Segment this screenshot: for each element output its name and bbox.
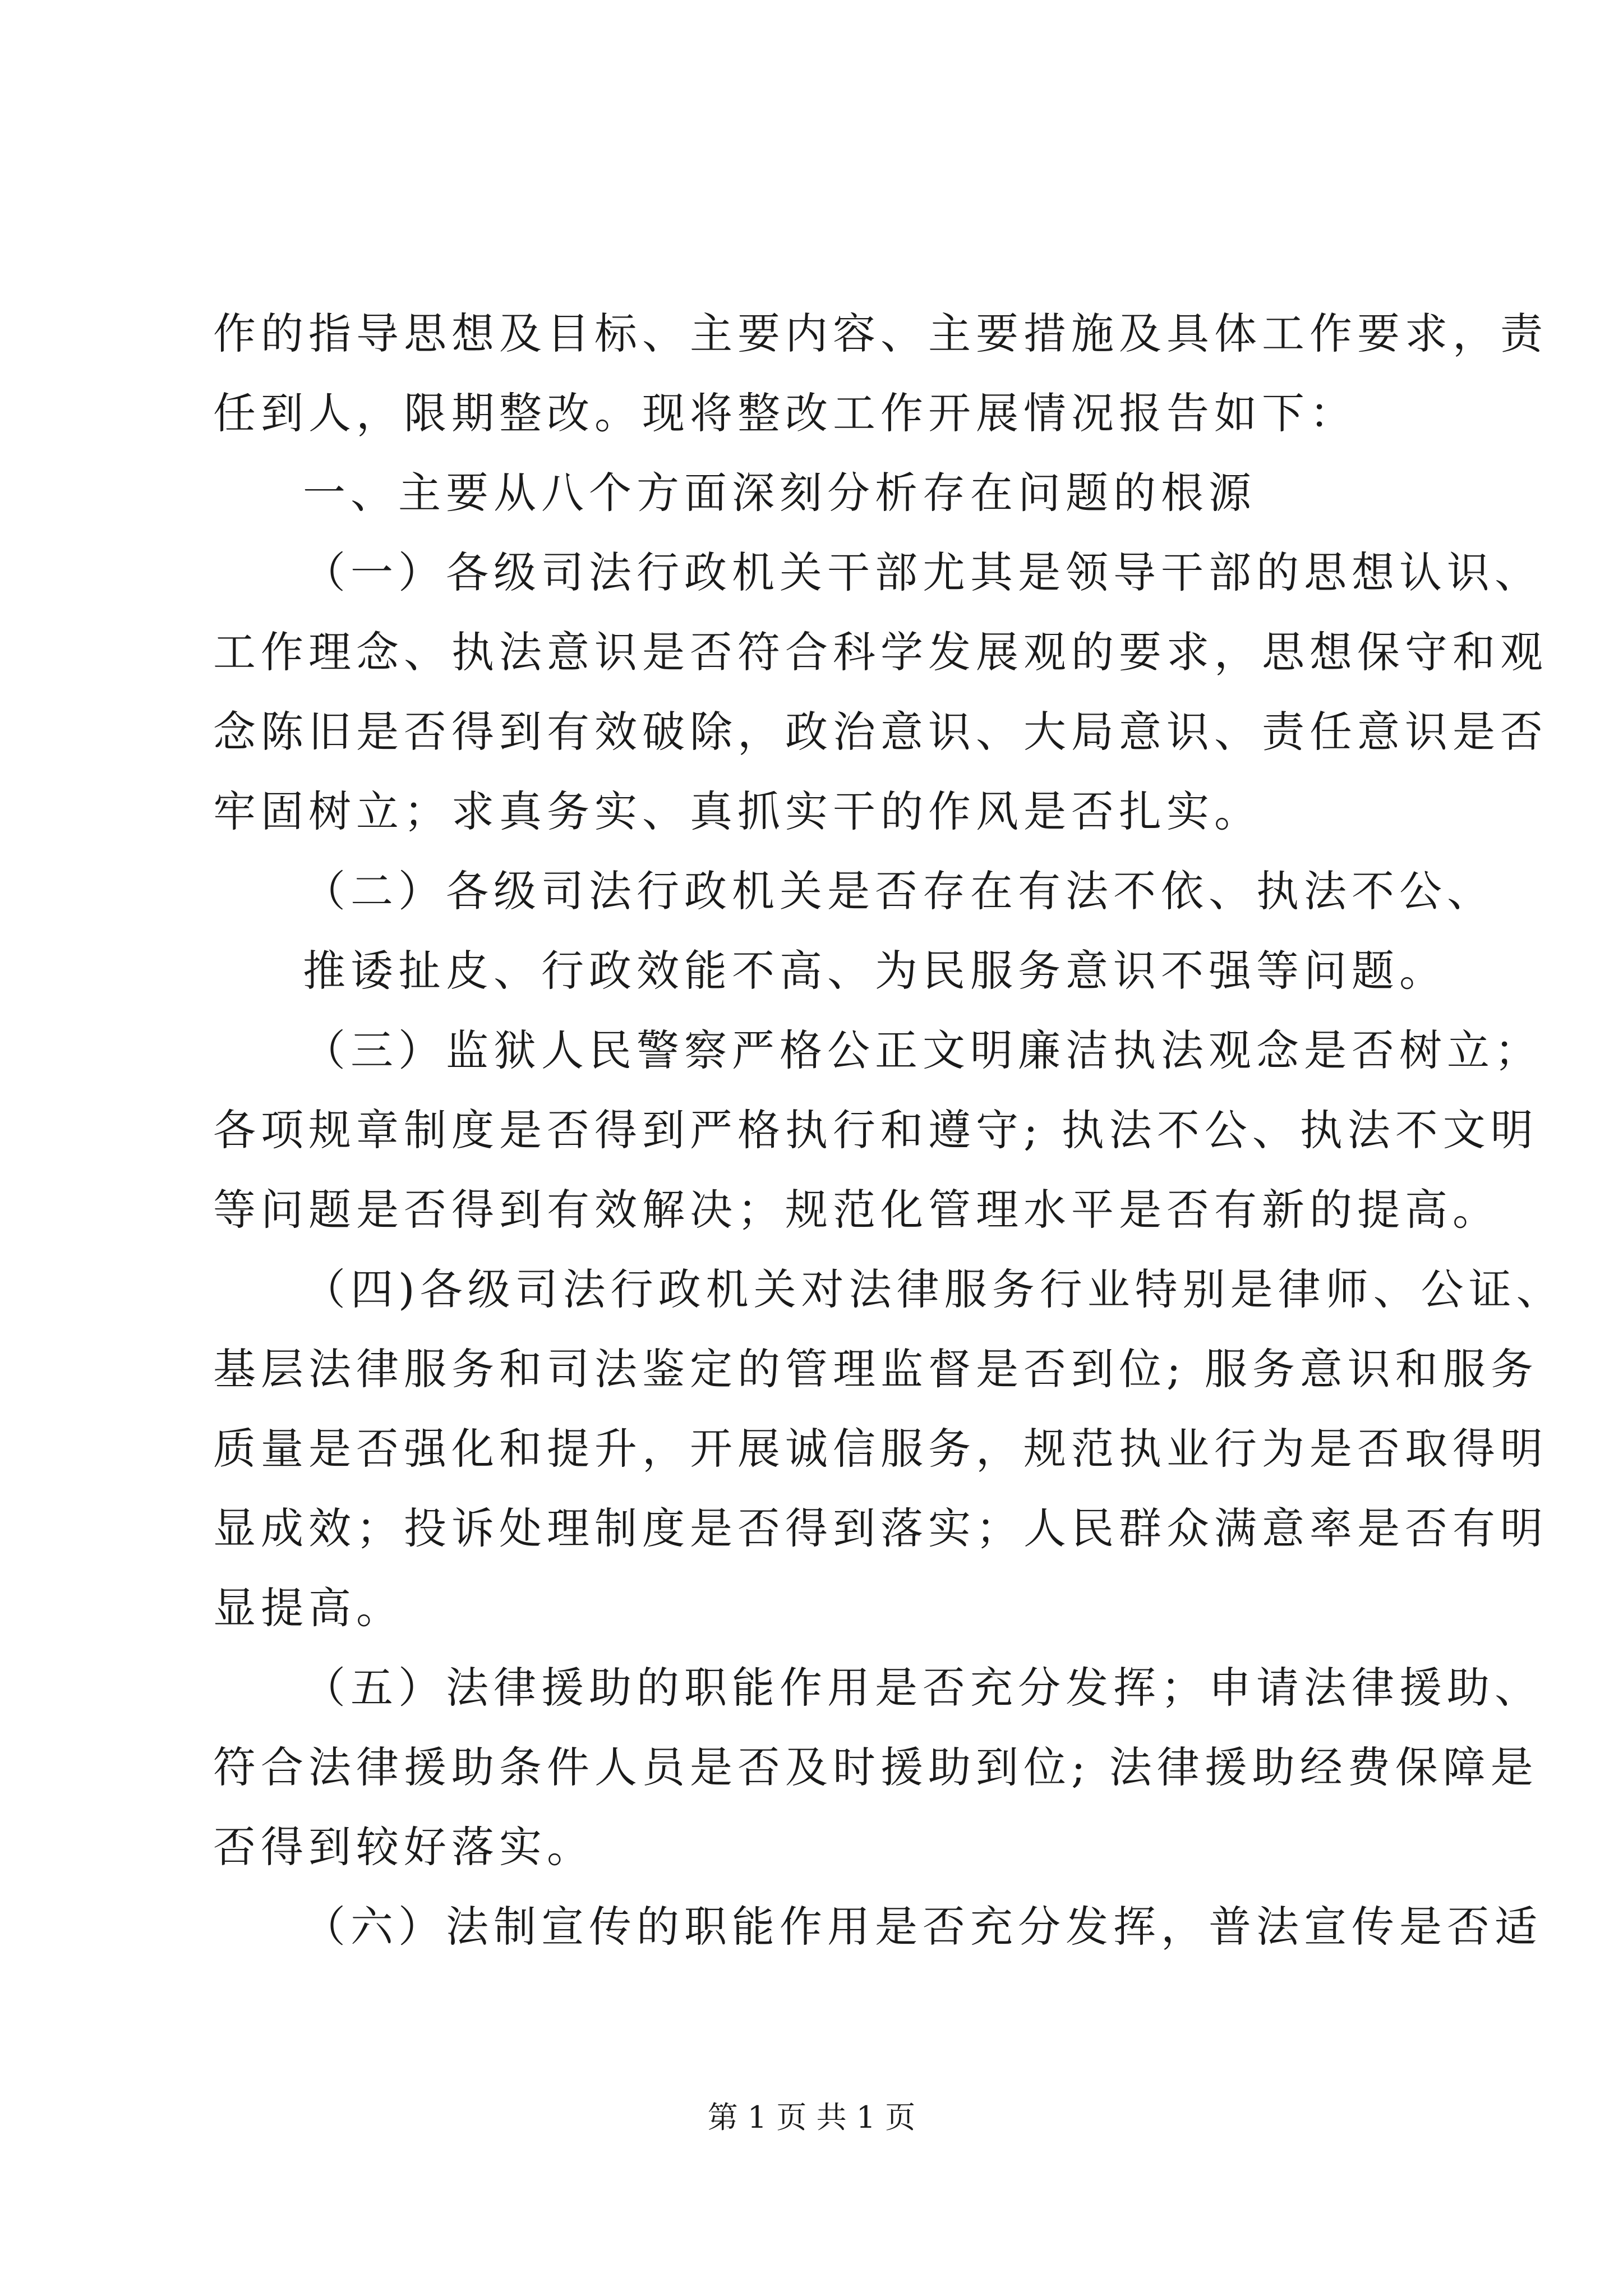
text-line: 作的指导思想及目标、主要内容、主要措施及具体工作要求，责: [213, 309, 1548, 358]
text-line: 显提高。: [213, 1583, 404, 1633]
text-line: 基层法律服务和司法鉴定的管理监督是否到位; 服务意识和服务: [213, 1344, 1538, 1394]
text-line: 推诿扯皮、行政效能不高、为民服务意识不强等问题。: [303, 946, 1447, 996]
text-line: 念陈旧是否得到有效破除，政治意识、大局意识、责任意识是否: [213, 707, 1548, 757]
page-footer: 第 1 页 共 1 页: [707, 2100, 916, 2135]
text-line: （四)各级司法行政机关对法律服务行业特别是律师、公证、: [303, 1264, 1564, 1314]
text-line: （一）各级司法行政机关干部尤其是领导干部的思想认识、: [303, 547, 1542, 597]
text-line: 各项规章制度是否得到严格执行和遵守; 执法不公、执法不文明: [213, 1105, 1538, 1155]
text-line: 否得到较好落实。: [213, 1822, 594, 1872]
text-line: 牢固树立；求真务实、真抓实干的作风是否扎实。: [213, 786, 1262, 836]
text-line: 工作理念、执法意识是否符合科学发展观的要求，思想保守和观: [213, 627, 1548, 677]
text-line: 显成效；投诉处理制度是否得到落实；人民群众满意率是否有明: [213, 1503, 1548, 1553]
text-line: 任到人，限期整改。现将整改工作开展情况报告如下：: [213, 388, 1357, 438]
text-line: （六）法制宣传的职能作用是否充分发挥，普法宣传是否适: [303, 1902, 1542, 1952]
text-line: （三）监狱人民警察严格公正文明廉洁执法观念是否树立；: [303, 1025, 1542, 1075]
section-heading: 一、主要从八个方面深刻分析存在问题的根源: [303, 468, 1256, 518]
text-line: （二）各级司法行政机关是否存在有法不依、执法不公、: [303, 866, 1495, 916]
text-line: 符合法律援助条件人员是否及时援助到位; 法律援助经费保障是: [213, 1742, 1538, 1792]
text-line: 质量是否强化和提升，开展诚信服务，规范执业行为是否取得明: [213, 1424, 1548, 1474]
text-line: 等问题是否得到有效解决；规范化管理水平是否有新的提高。: [213, 1185, 1500, 1235]
text-line: （五）法律援助的职能作用是否充分发挥；申请法律援助、: [303, 1663, 1542, 1713]
